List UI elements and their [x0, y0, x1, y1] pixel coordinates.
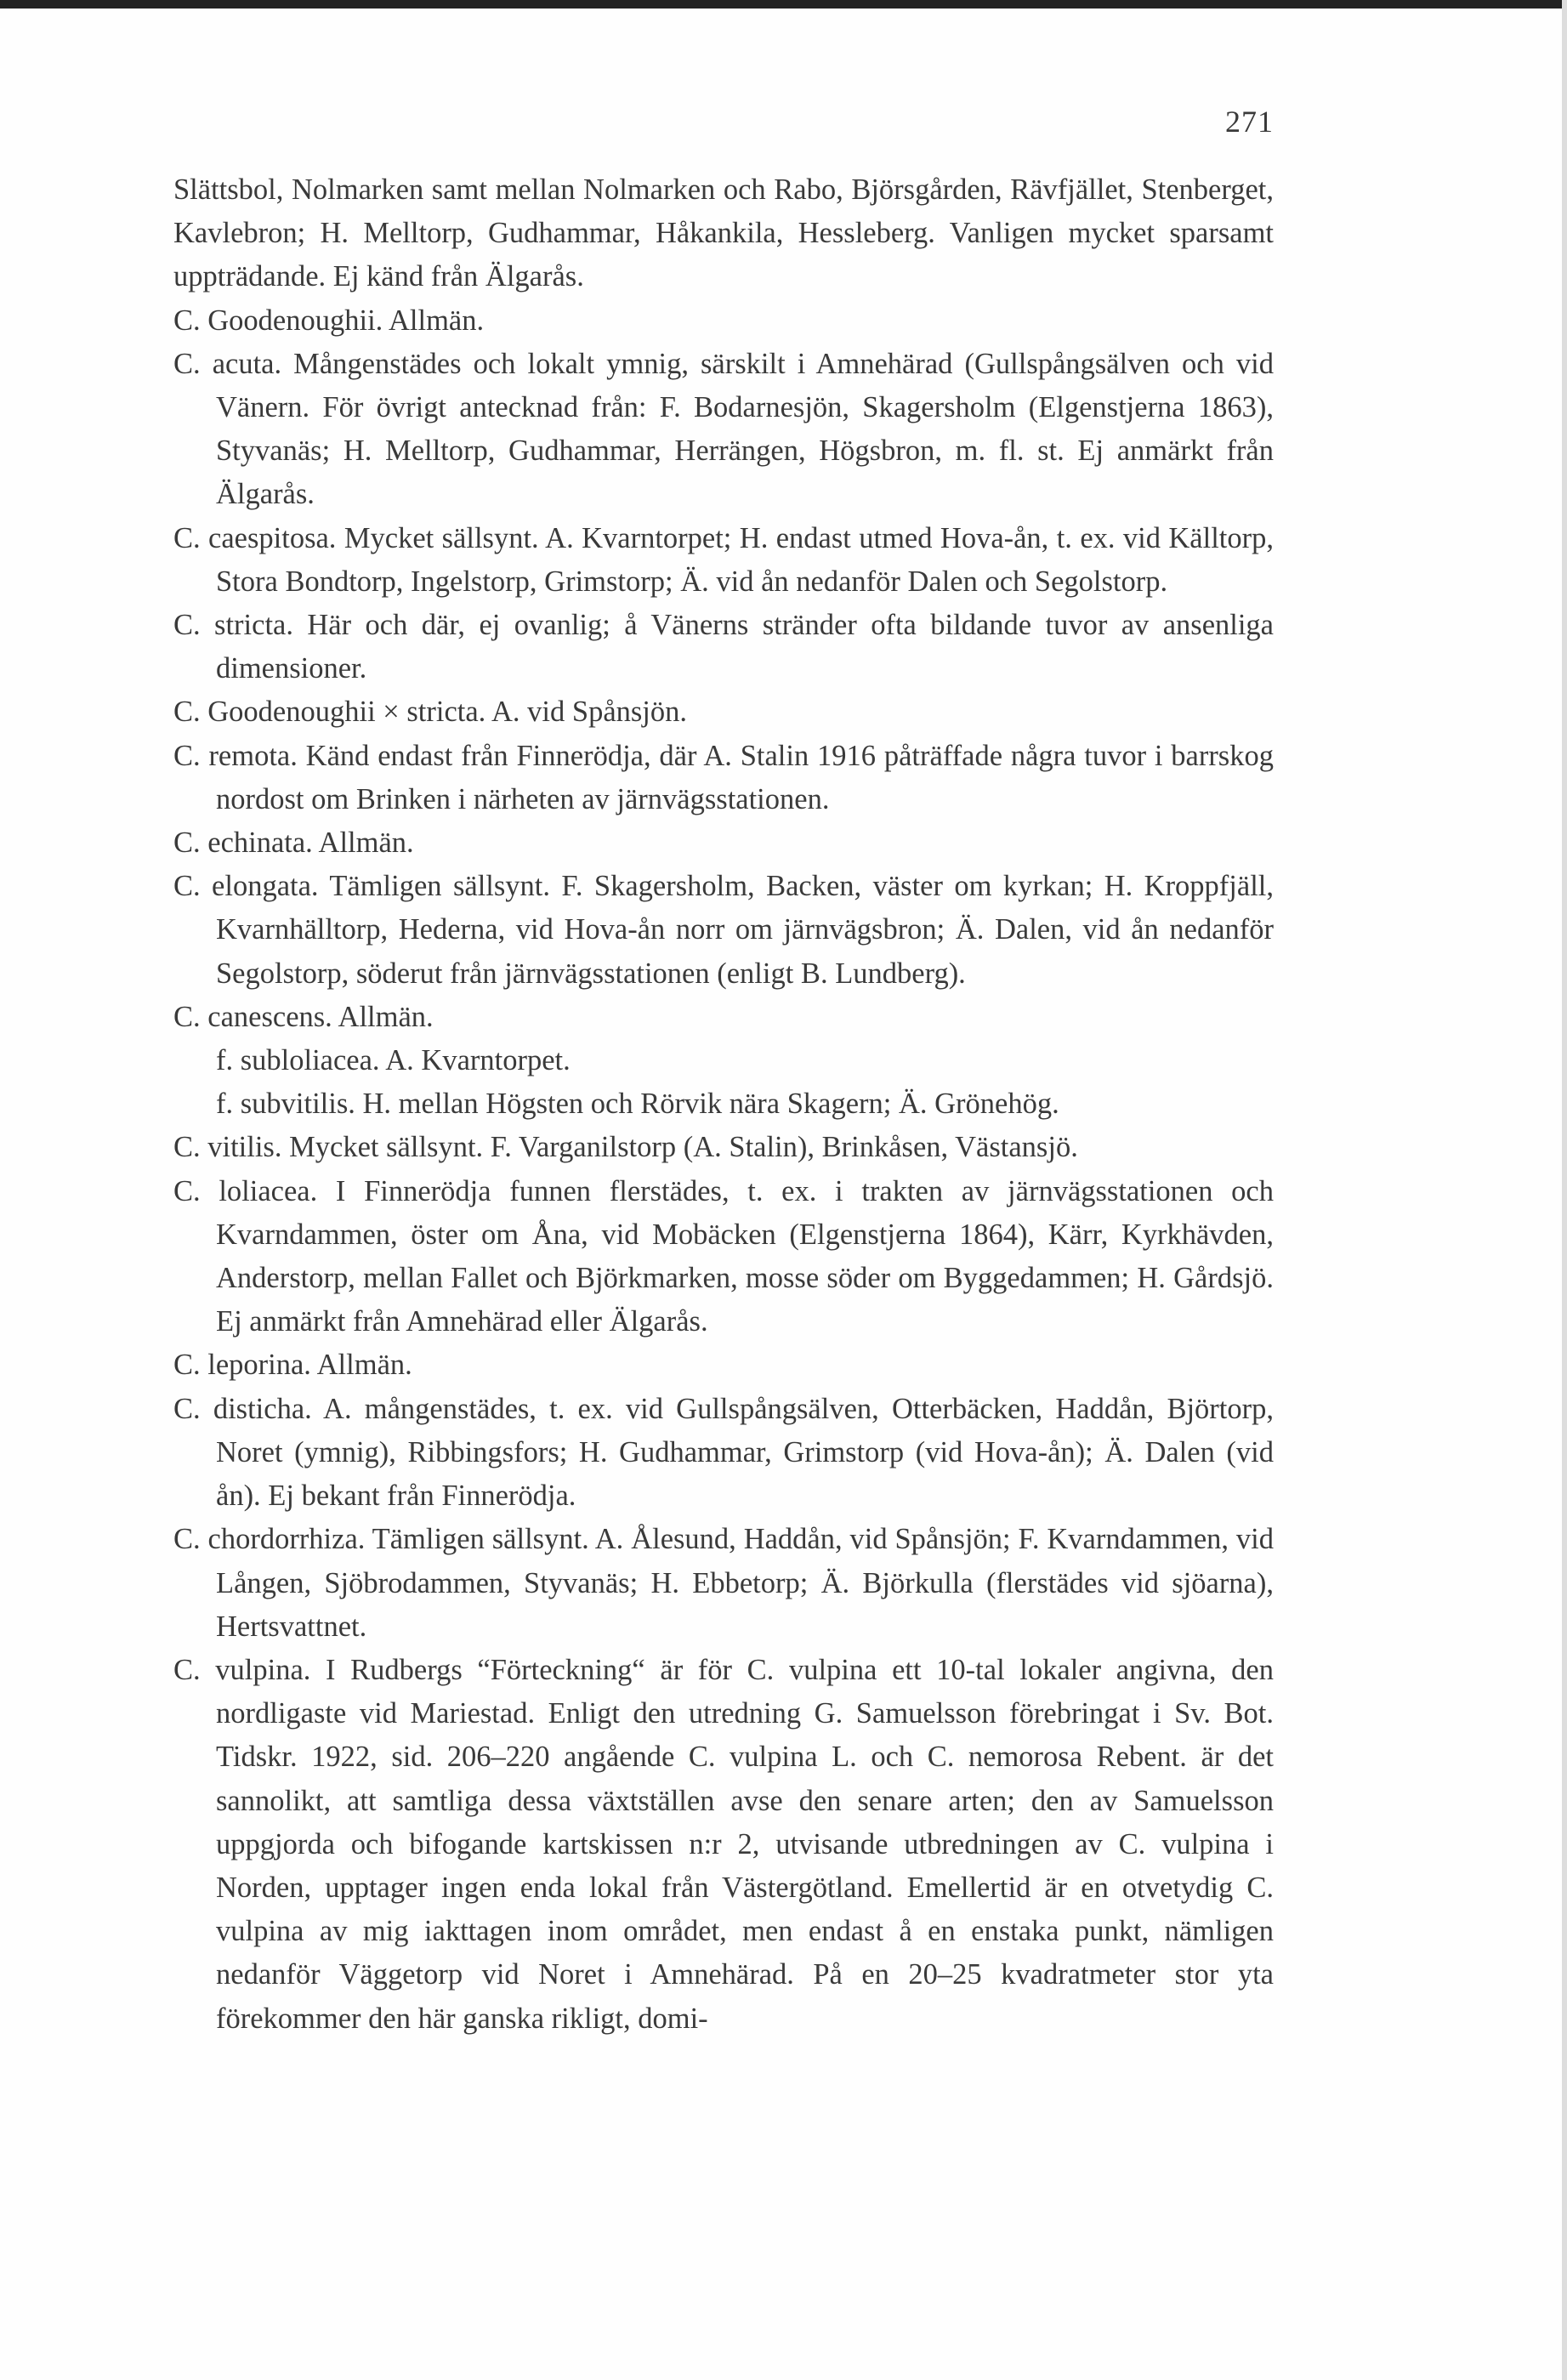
scan-border-right [1562, 0, 1567, 2380]
body-text [173, 168, 1274, 2041]
entry-acuta: C. acuta. Mångenstädes och lokalt ymnig, särskilt i Amnehärad (Gullspångsälven och vid Vänern. För övrigt antecknad från: F. Bodarnesjön, Skagersholm (Elgenstjerna 1863), Styvanäs; H. Melltorp, Gudhammar, Herrängen, Högsbron, m. fl. st. Ej anmärkt från Älgarås. [173, 347, 1274, 511]
entry-elongata: C. elongata. Tämligen sällsynt. F. Skagersholm, Backen, väster om kyrkan; H. Kroppfjäll, Kvarnhälltorp, Hederna, vid Hova-ån norr om järnvägsbron; Ä. Dalen, vid ån nedanför Segolstorp, söderut från järnvägsstationen (enligt B. Lundberg). [173, 870, 1274, 990]
entry-loliacea: C. loliacea. I Finnerödja funnen flerstädes, t. ex. i trakten av järnvägsstationen och Kvarndammen, öster om Åna, vid Mobäcken (Elgenstjerna 1864), Kärr, Kyrkhävden, Anderstorp, mellan Fallet och Björkmarken, mosse söder om Byggedammen; H. Gårdsjö. Ej anmärkt från Amnehärad eller Älgarås. [173, 1174, 1274, 1338]
entry-leporina: C. leporina. Allmän. [173, 1349, 412, 1382]
scan-border-top [0, 0, 1567, 9]
entry-vulpina: C. vulpina. I Rudbergs “Förteckning“ är för C. vulpina ett 10-tal lokaler angivna, den nordligaste vid Mariestad. Enligt den utredning G. Samuelsson förebringat i Sv. Bot. Tidskr. 1922, sid. 206–220 angående C. vulpina L. och C. nemorosa Rebent. är det sannolikt, att samtliga dessa växtställen avse den senare arten; den av Samuelsson uppgjorda och bifogande kartskissen n:r 2, utvisande utbredningen av C. vulpina i Norden, upptager ingen enda lokal från Västergötland. Emellertid är en otvetydig C. vulpina av mig iakttagen inom området, men endast å en enstaka punkt, nämligen nedanför Väggetorp vid Noret i Amnehärad. På en 20–25 kvadratmeter stor yta förekommer den här ganska rikligt, domi- [173, 1653, 1274, 2035]
entry-goodenoughii: C. Goodenoughii. Allmän. [173, 304, 485, 337]
entry-chordorrhiza: C. chordorrhiza. Tämligen sällsynt. A. Ålesund, Haddån, vid Spånsjön; F. Kvarndammen, vid Lången, Sjöbrodammen, Styvanäs; H. Ebbetorp; Ä. Björkulla (flerstädes vid sjöarna), Hertsvattnet. [173, 1523, 1274, 1643]
entry-goodenoughii-x-stricta: C. Goodenoughii × stricta. A. vid Spånsjön. [173, 696, 688, 729]
entry-vitilis: C. vitilis. Mycket sällsynt. F. Varganilstorp (A. Stalin), Brinkåsen, Västansjö. [173, 1131, 1078, 1164]
entry-disticha: C. disticha. A. mångenstädes, t. ex. vid Gullspångsälven, Otterbäcken, Haddån, Björtorp, Noret (ymnig), Ribbingsfors; H. Gudhammar, Grimstorp (vid Hova-ån); Ä. Dalen (vid ån). Ej bekant från Finnerödja. [173, 1392, 1274, 1513]
entry-canescens: C. canescens. Allmän. [173, 1000, 434, 1033]
entry-continuation: Slättsbol, Nolmarken samt mellan Nolmarken och Rabo, Björsgården, Rävfjället, Stenberget, Kavlebron; H. Melltorp, Gudhammar, Håkankila, Hessleberg. Vanligen mycket sparsamt uppträdande. Ej känd från Älgarås. [173, 173, 1274, 293]
entry-echinata: C. echinata. Allmän. [173, 826, 414, 860]
entry-caespitosa: C. caespitosa. Mycket sällsynt. A. Kvarntorpet; H. endast utmed Hova-ån, t. ex. vid Källtorp, Stora Bondtorp, Ingelstorp, Grimstorp; Ä. vid ån nedanför Dalen och Segolstorp. [173, 521, 1274, 598]
entry-stricta: C. stricta. Här och där, ej ovanlig; å Vänerns stränder ofta bildande tuvor av ansenliga dimensioner. [173, 609, 1274, 685]
entry-remota: C. remota. Känd endast från Finnerödja, där A. Stalin 1916 påträffade några tuvor i barrskog nordost om Brinken i närheten av järnvägsstationen. [173, 739, 1274, 815]
entry-subloliacea: f. subloliacea. A. Kvarntorpet. [216, 1044, 571, 1077]
entry-subvitilis: f. subvitilis. H. mellan Högsten och Rörvik nära Skagern; Ä. Grönehög. [216, 1088, 1059, 1121]
page-number: 271 [1225, 105, 1274, 139]
